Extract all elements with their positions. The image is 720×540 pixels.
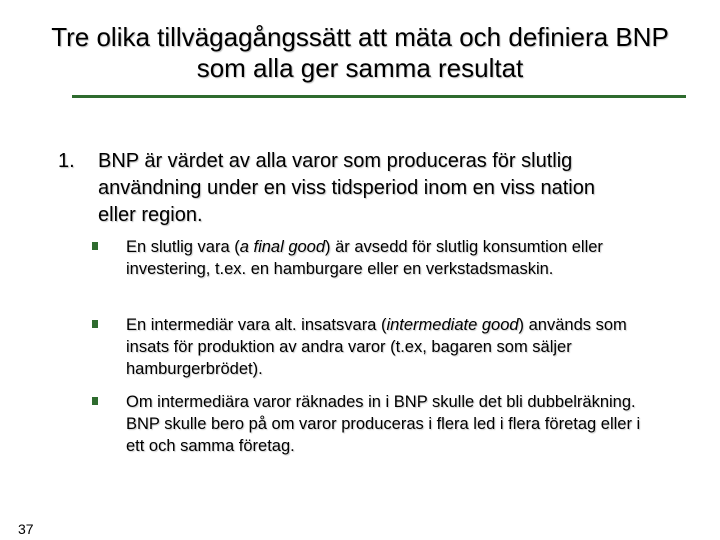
sub-point-text: En slutlig vara (a final good) är avsedd för slutlig konsumtion eller investering, t.ex. en hamburgare eller en verkstadsmaskin.	[126, 238, 603, 278]
page-number: 37	[18, 521, 34, 537]
square-bullet-icon	[92, 397, 98, 405]
sub-point-text: En intermediär vara alt. insatsvara (intermediate good) används som insats för produktion av andra varor (t.ex, bagaren som säljer hamburgerbrödet).	[126, 316, 627, 378]
list-number: 1.	[58, 150, 75, 172]
sub-point-text: Om intermediära varor räknades in i BNP skulle det bli dubbelräkning. BNP skulle bero på om varor produceras i flera led i flera företag eller i ett och samma företag.	[126, 393, 641, 455]
square-bullet-icon	[92, 242, 98, 250]
slide-title: Tre olika tillvägagångssätt att mäta och definiera BNP som alla ger samma resultat	[51, 22, 669, 83]
square-bullet-icon	[92, 320, 98, 328]
title-divider	[72, 95, 686, 98]
main-point-text: BNP är värdet av alla varor som produceras för slutlig användning under en viss tidsperiod inom en viss nation eller region.	[98, 150, 595, 226]
